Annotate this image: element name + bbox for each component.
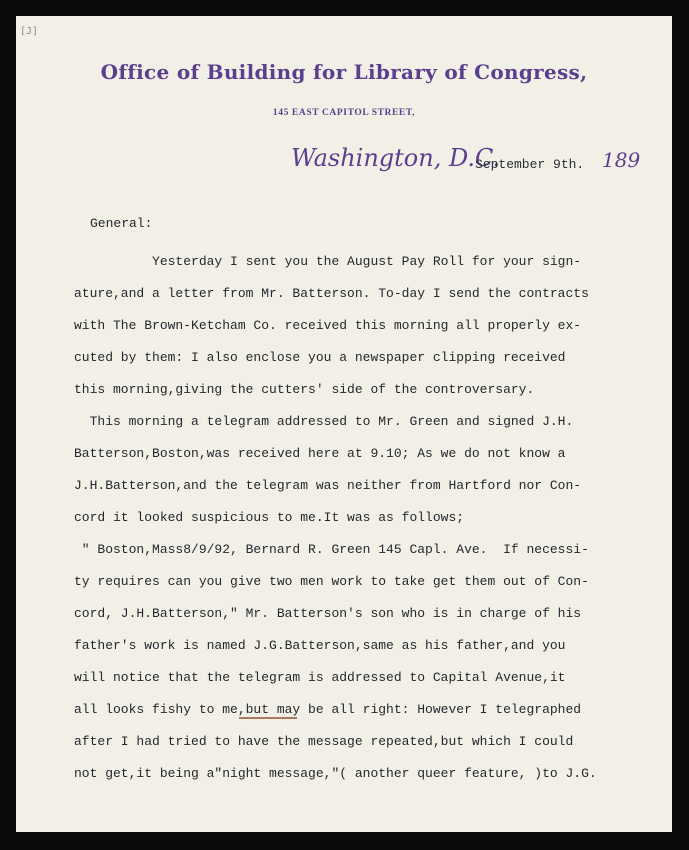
corner-mark: [J]: [20, 26, 39, 37]
letter-line: Batterson,Boston,was received here at 9.10; As we do not know a: [74, 446, 566, 461]
letterhead-title: Office of Building for Library of Congress,: [100, 60, 588, 84]
letter-line: This morning a telegram addressed to Mr. Green and signed J.H.: [74, 414, 574, 429]
pencil-underline: [239, 717, 297, 719]
letter-line: General:: [90, 216, 153, 231]
letter-line: " Boston,Mass8/9/92, Bernard R. Green 145 Capl. Ave. If necessi-: [74, 542, 589, 557]
letter-line: ature,and a letter from Mr. Batterson. To-day I send the contracts: [74, 286, 589, 301]
letter-line: will notice that the telegram is addressed to Capital Avenue,it: [74, 670, 566, 685]
letter-page: [16, 16, 672, 832]
letterhead-address: 145 EAST CAPITOL STREET,: [272, 108, 416, 118]
letter-line: not get,it being a"night message,"( another queer feature, )to J.G.: [74, 766, 597, 781]
letter-line: this morning,giving the cutters' side of the controversary.: [74, 382, 535, 397]
letter-date: September 9th.: [475, 157, 585, 172]
letter-line: ty requires can you give two men work to take get them out of Con-: [74, 574, 589, 589]
letter-line: father's work is named J.G.Batterson,same as his father,and you: [74, 638, 566, 653]
letter-line: after I had tried to have the message repeated,but which I could: [74, 734, 574, 749]
letter-year: 189: [602, 148, 641, 172]
letter-line: J.H.Batterson,and the telegram was neither from Hartford nor Con-: [74, 478, 582, 493]
letter-line: cord it looked suspicious to me.It was as follows;: [74, 510, 465, 525]
letter-line: with The Brown-Ketcham Co. received this morning all properly ex-: [74, 318, 582, 333]
letter-line: cuted by them: I also enclose you a newspaper clipping received: [74, 350, 566, 365]
letter-line: cord, J.H.Batterson," Mr. Batterson's son who is in charge of his: [74, 606, 582, 621]
letter-line: all looks fishy to me,but may be all right: However I telegraphed: [74, 702, 582, 717]
letter-line: Yesterday I sent you the August Pay Roll for your sign-: [74, 254, 582, 269]
letterhead-place: Washington, D.C.: [291, 144, 501, 172]
